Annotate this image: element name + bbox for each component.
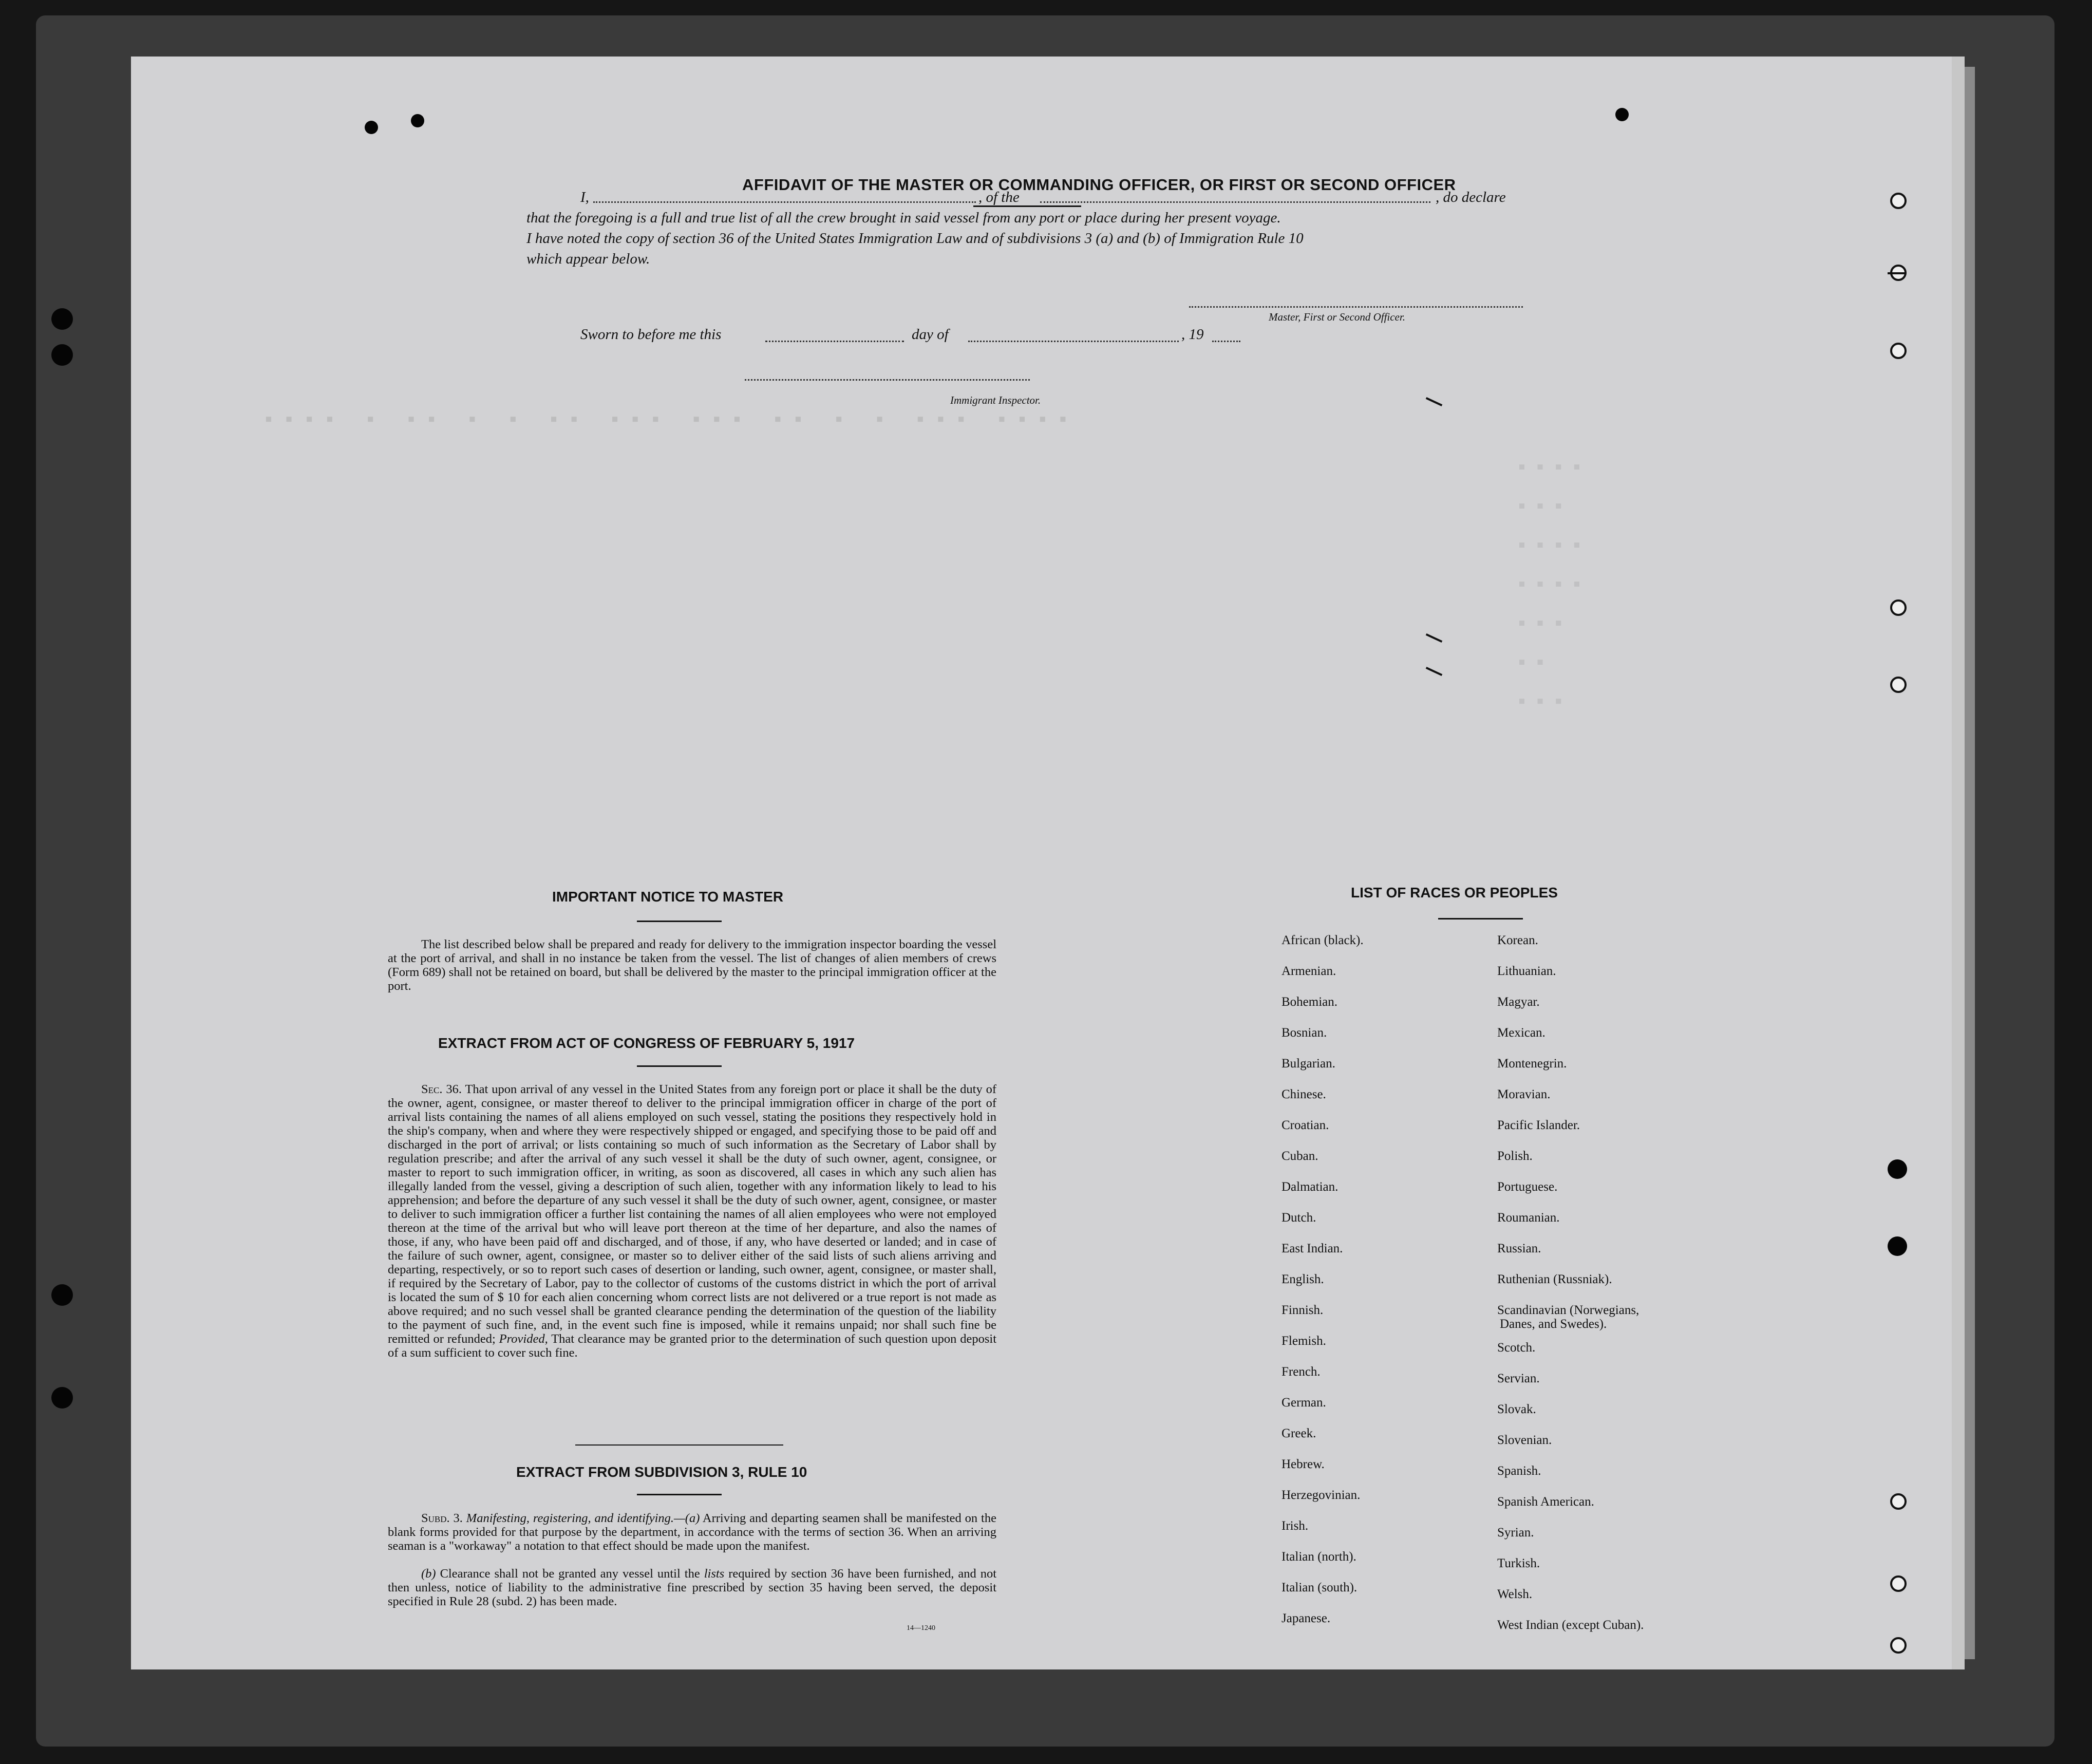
act-sec-text-end: That clearance may be granted prior to the determination of such question upon deposit of a sum sufficient to cover such fine. (388, 1332, 997, 1360)
sworn-prefix: Sworn to before me this (580, 326, 722, 343)
act-end-rule (575, 1444, 783, 1446)
vessel-name-field[interactable] (1040, 201, 1430, 203)
punch-mark (365, 121, 378, 134)
left-race-item: Italian (south). (1281, 1581, 1358, 1594)
left-race-item: Dutch. (1281, 1211, 1316, 1225)
left-race-item: African (black). (1281, 933, 1364, 947)
right-race-item: Scandinavian (Norwegians, (1497, 1303, 1639, 1317)
left-race-item: Italian (north). (1281, 1550, 1356, 1564)
left-race-item: German. (1281, 1396, 1326, 1410)
master-signature-caption: Master, First or Second Officer. (1269, 311, 1405, 323)
left-race-item: Armenian. (1281, 964, 1336, 978)
left-race-item: Flemish. (1281, 1334, 1326, 1348)
punch-hole (1890, 1493, 1907, 1510)
sworn-day-field[interactable] (765, 341, 904, 342)
right-race-item: Moravian. (1497, 1087, 1551, 1101)
punch-hole-filled (1888, 1236, 1907, 1256)
punch-hole (1890, 193, 1907, 209)
punch-hole (1890, 1637, 1907, 1654)
rule-subd-title: Manifesting, registering, and identifying.—(a) (466, 1511, 700, 1525)
act-section-36 (388, 1082, 996, 1360)
rule-heading: EXTRACT FROM SUBDIVISION 3, RULE 10 (516, 1464, 807, 1480)
left-race-item: Irish. (1281, 1519, 1309, 1533)
left-race-item: Finnish. (1281, 1303, 1324, 1317)
punch-mark (411, 114, 424, 127)
right-race-item: Danes, and Swedes). (1500, 1317, 1607, 1331)
form-number: 14—1240 (907, 1624, 935, 1632)
binder-hole (51, 344, 73, 366)
act-sec-label: Sec. 36. (421, 1082, 462, 1096)
left-race-item: Bulgarian. (1281, 1057, 1335, 1071)
left-race-item: Herzegovinian. (1281, 1488, 1361, 1502)
left-race-item: Chinese. (1281, 1087, 1326, 1101)
punch-tick (1888, 272, 1905, 274)
right-race-item: Magyar. (1497, 995, 1540, 1009)
act-sec-text: That upon arrival of any vessel in the United States from any foreign port or place it shall be the duty of the owner, agent, consignee, or master thereof to deliver to the principal immigration officer in charge of the port of arrival lists containing the names of all aliens employed on such vessel, stating the positions they respectively hold in the ship's company, when and where they were respectively shipped or engaged, and specifying those to be paid off and discharged in the port of arrival; or lists containing so much of such information as the Secretary of Labor shall by regulation prescribe; and after the arrival of any such vessel it shall be the duty of such owner, agent, consignee, or master to report to such immigration officer, in writing, as soon as discovered, all cases in which any such alien has illegally landed from the vessel, giving a description of such alien, together with any information likely to lead to his apprehension; and before the departure of any such vessel it shall be the duty of such owner, agent, consignee, or master to deliver to such immigration officer a further list containing the names of all alien employees who were not employed thereon at the time of the arrival but who will leave port thereon at the time of her departure, and also the names of those, if any, who have been paid off and discharged, and of those, if any, who have deserted or landed; and in case of the failure of such owner, agent, consignee, or master so to deliver either of the said lists of such aliens arriving and departing, respectively, or so to report such cases of desertion or landing, such owner, agent, consignee, or master shall, if required by the Secretary of Labor, pay to the collector of customs of the customs district in which the port of arrival is located the sum of $ 10 for each alien concerning whom correct lists are not delivered or a true report is not made as above required; and no such vessel shall be granted clearance pending the determination of the question of the liability to the payment of such fine, and, in the event such fine is imposed, while it remains unpaid; nor shall such fine be remitted or refunded; (388, 1082, 996, 1346)
left-race-item: Japanese. (1281, 1611, 1331, 1625)
right-race-item: Polish. (1497, 1149, 1533, 1163)
left-race-item: Cuban. (1281, 1149, 1318, 1163)
inspector-signature-field[interactable] (745, 379, 1030, 381)
right-race-item: Roumanian. (1497, 1211, 1560, 1225)
notice-heading: IMPORTANT NOTICE TO MASTER (552, 889, 784, 905)
left-race-item: Bohemian. (1281, 995, 1338, 1009)
master-signature-field[interactable] (1189, 306, 1523, 308)
left-race-item: Dalmatian. (1281, 1180, 1339, 1194)
declare-line-2: that the foregoing is a full and true list of all the crew brought in said vessel from any port or place during her present voyage. (526, 210, 1281, 226)
right-race-item: Turkish. (1497, 1556, 1540, 1570)
right-race-item: Slovenian. (1497, 1433, 1552, 1447)
declare-tail: , do declare (1436, 189, 1506, 205)
right-race-item: Syrian. (1497, 1526, 1534, 1540)
bleed-through-text: ▪▪▪▪ ▪▪▪ ▪▪▪▪ ▪▪▪▪ ▪▪▪ ▪▪ ▪▪▪ (1518, 459, 1591, 708)
document-page (131, 57, 1952, 1669)
officer-name-field[interactable] (593, 201, 976, 203)
page-stack-shadow (1965, 67, 1975, 1659)
rule-b-text-1: Clearance shall not be granted any vessel until the (440, 1567, 700, 1581)
punch-hole (1890, 677, 1907, 693)
right-race-item: Portuguese. (1497, 1180, 1558, 1194)
races-heading: LIST OF RACES OR PEOPLES (1351, 885, 1558, 900)
right-race-item: Russian. (1497, 1242, 1541, 1255)
right-race-item: Spanish. (1497, 1464, 1541, 1478)
right-race-item: Slovak. (1497, 1402, 1536, 1416)
left-race-item: East Indian. (1281, 1242, 1343, 1255)
rule-subd-a (388, 1511, 996, 1553)
act-underline (637, 1065, 722, 1067)
act-heading: EXTRACT FROM ACT OF CONGRESS OF FEBRUARY 5, 1917 (438, 1035, 855, 1051)
pen-tick (1426, 633, 1443, 643)
right-race-item: Spanish American. (1497, 1495, 1594, 1509)
binder-hole (51, 1387, 73, 1409)
left-race-item: Hebrew. (1281, 1457, 1325, 1471)
punch-hole (1890, 1575, 1907, 1592)
left-race-item: English. (1281, 1272, 1324, 1286)
left-race-item: Croatian. (1281, 1118, 1329, 1132)
rule-underline (637, 1494, 722, 1495)
right-race-item: Pacific Islander. (1497, 1118, 1580, 1132)
act-provided: Provided, (499, 1332, 548, 1346)
notice-text: The list described below shall be prepared and ready for delivery to the immigration inspector boarding the vessel at the port of arrival, and shall in no instance be taken from the vessel. The list of changes of alien members of crews (Form 689) shall not be retained on board, but shall be delivered by the master to the principal immigration officer at the port. (388, 937, 996, 993)
declare-i: I, (580, 189, 589, 205)
sworn-year-label: , 19 (1181, 326, 1204, 343)
right-race-item: Servian. (1497, 1372, 1540, 1385)
rule-b-text-2: required by section 36 have been furnished, and not then unless, notice of liability to the administrative fine prescribed by section 35 having been served, the deposit specified in Rule 28 (subd. 2) has been made. (388, 1567, 997, 1608)
punch-hole (1890, 343, 1907, 359)
punch-mark (1615, 108, 1629, 121)
declare-line-4: which appear below. (526, 251, 650, 267)
binder-hole (51, 1284, 73, 1306)
sworn-month-field[interactable] (968, 341, 1179, 342)
binder-hole (51, 308, 73, 330)
rule-b-label: (b) (421, 1567, 436, 1581)
left-race-item: Bosnian. (1281, 1026, 1327, 1040)
right-race-item: Welsh. (1497, 1587, 1533, 1601)
inspector-caption: Immigrant Inspector. (950, 394, 1041, 406)
rule-b-lists: lists (704, 1567, 725, 1581)
sworn-year-field[interactable] (1212, 341, 1240, 342)
races-underline (1438, 918, 1523, 919)
right-race-item: Ruthenian (Russniak). (1497, 1272, 1612, 1286)
right-race-item: Scotch. (1497, 1341, 1536, 1355)
rule-subd-label: Subd. 3. (421, 1511, 463, 1525)
declare-of: , of the (978, 189, 1020, 205)
left-race-item: Greek. (1281, 1427, 1316, 1440)
right-race-item: Montenegrin. (1497, 1057, 1567, 1071)
sworn-day-label: day of (912, 326, 949, 343)
rule-subd-text: Arriving and departing seamen shall be manifested on the blank forms provided for that purpose by the department, in accordance with the terms of section 36. When an arriving seaman is a "workaway" a notation to that effect should be made upon the manifest. (388, 1511, 996, 1553)
right-race-item: Lithuanian. (1497, 964, 1556, 978)
bleed-through-text: ▪▪▪▪ ▪ ▪▪ ▪ ▪ ▪▪ ▪▪▪ ▪▪▪ ▪▪ ▪ ▪ ▪▪▪ ▪▪▪▪ (265, 411, 1080, 426)
notice-underline (637, 921, 722, 922)
right-race-item: West Indian (except Cuban). (1497, 1618, 1644, 1632)
rule-subd-b (388, 1567, 996, 1608)
left-race-item: French. (1281, 1365, 1321, 1379)
declare-line-3: I have noted the copy of section 36 of the United States Immigration Law and of subdivisions 3 (a) and (b) of Immigration Rule 10 (526, 230, 1304, 247)
pen-tick (1426, 397, 1443, 406)
affidavit-title: AFFIDAVIT OF THE MASTER OR COMMANDING OFFICER, OR FIRST OR SECOND OFFICER (742, 176, 1456, 194)
punch-hole-filled (1888, 1159, 1907, 1179)
right-race-item: Korean. (1497, 933, 1538, 947)
punch-hole (1890, 599, 1907, 616)
pen-tick (1426, 667, 1443, 676)
right-race-item: Mexican. (1497, 1026, 1546, 1040)
